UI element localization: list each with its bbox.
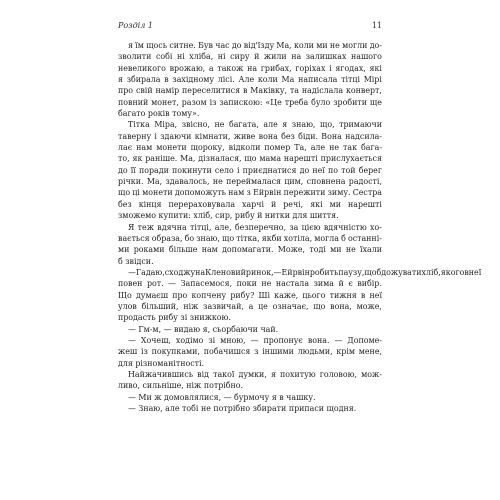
text-line: то, як раніше. Ма, дізналася, що мама нарешті прислухається [118, 154, 382, 164]
text-line: таверну і здаючи кімнати, живе вона без біди. Вона надсила- [118, 131, 382, 141]
text-line: б звідси. [118, 256, 154, 266]
text-line: що ці монети допоможуть нам з Ейрвін пережити зиму. Сестра [118, 188, 382, 198]
text-line: вається образа, бо знаю, що тітка, якби хотіла, могла б останні- [118, 233, 382, 243]
paragraph [118, 40, 382, 119]
text-line: я збирала в західному лісі. Але коли Ма написала тітці Мірі [118, 75, 382, 85]
text-line: жеш із покупками, побачишся з іншими людьми, крім мене, [118, 347, 382, 357]
text-line: — Знаю, але тобі не потрібно збирати припаси щодня. [128, 404, 357, 413]
text-line: до її поради покинути село і приєднатися до неї по той берег [118, 165, 382, 175]
text-line: повний монет, разом із запискою: «Це треба було зробити ще [118, 97, 382, 107]
text-line: продасть рибу зі знижкою. [118, 313, 231, 323]
paragraph [118, 369, 382, 392]
text-line: невеликого врожаю, а також на грибах, горіхах і ягодах, які [118, 63, 382, 73]
text-line: ми роками більше нам допомагати. Може, тоді ми не їхали [118, 245, 382, 255]
text-line: Що думаєш про копчену рибу? Ші каже, цього тижня в неї [118, 290, 382, 300]
text-line: зможемо купити: хліб, сир, рибу й нитки для шиття. [118, 211, 339, 221]
text-line: я їм щось ситне. Був час до від'їзду Ма, коли ми не могли до- [128, 41, 382, 50]
text-line: — Гадаю, сходжу на Кленовий ринок, — Ейрвін робить паузу, щоб дожувати хліб, якого в неї [128, 267, 482, 277]
text-line: зволити собі ні хліба, ні сиру й жили на залишках нашого [118, 52, 382, 62]
text-line: лає нам монети щороку, відколи помер Та, але не так бага- [118, 143, 382, 153]
text-line: без кінця перераховувала харчі й речі, які ми нарешті [118, 199, 382, 209]
paragraph [118, 119, 382, 221]
body-text [118, 40, 482, 414]
text-line: улов більший, ніж зазвичай, а це означає, що вона, може, [118, 301, 382, 311]
text-line: для різноманітності. [118, 358, 205, 368]
paragraph [118, 324, 382, 335]
text-line: ливо, сильніше, ніж потрібно. [118, 381, 244, 391]
text-line: — Гм-м, — видаю я, сьорбаючи чай. [128, 324, 279, 334]
text-line: — Хочеш, ходімо зі мною, — пропонує вона. — Допоме- [128, 335, 382, 345]
text-line: Найжачившись від такої думки, я похитую головою, мож- [128, 369, 382, 379]
text-line: річки. Ма, здавалось, не переймалася цим, сповнена радості, [118, 177, 382, 187]
paragraph [118, 403, 382, 414]
text-line: багато років тому». [118, 109, 200, 119]
text-line: — Ми ж домовлялися, — бурмочу я в чашку. [128, 392, 316, 402]
paragraph [118, 267, 482, 324]
running-header [118, 21, 382, 31]
paragraph [118, 222, 382, 267]
text-line: Тітка Міра, звісно, не багата, але я знаю, що, тримаючи [128, 120, 382, 130]
text-line: про свій намір переселитися в Маківку, та надіслала конверт, [118, 86, 382, 96]
text-line: Я теж вдячна тітці, але, безперечно, за цією вдячністю хо- [128, 222, 382, 232]
chapter-title: Розділ 1 [118, 21, 153, 30]
page-number: 11 [371, 21, 382, 30]
paragraph [118, 392, 382, 403]
text-line: повен рот. — Запасемося, поки не настала зима й є вибір. [118, 279, 382, 289]
paragraph [118, 335, 382, 369]
